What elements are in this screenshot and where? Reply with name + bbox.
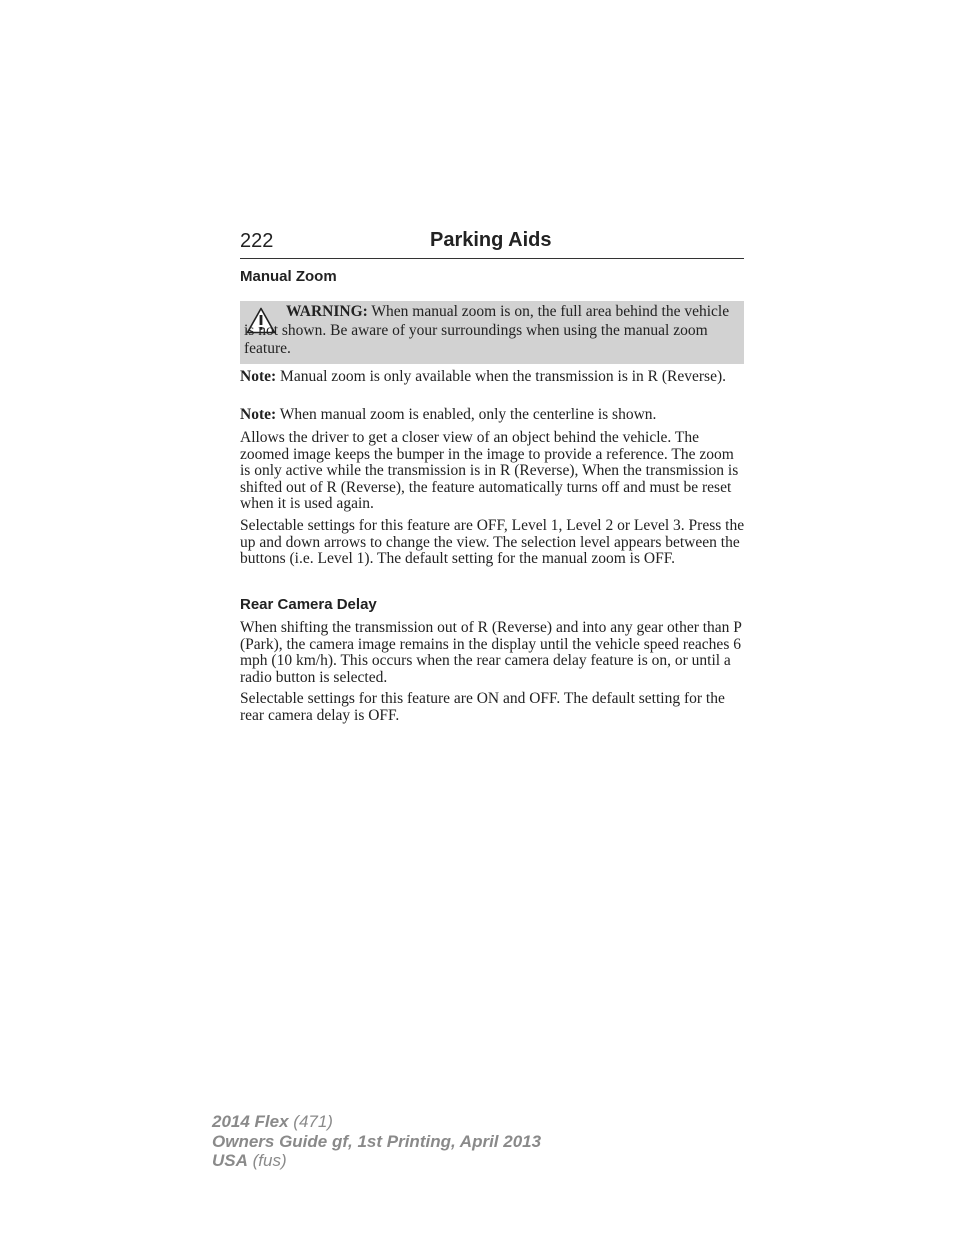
note-1-text: Manual zoom is only available when the transmission is in R (Reverse). — [276, 368, 726, 385]
footer-region-code: (fus) — [247, 1151, 287, 1170]
warning-label: WARNING: — [286, 303, 368, 320]
footer-line-2: Owners Guide gf, 1st Printing, April 2013 — [212, 1131, 542, 1151]
warning-box — [240, 301, 744, 364]
note-2-text: When manual zoom is enabled, only the centerline is shown. — [276, 406, 657, 423]
section-heading-rear-camera-delay: Rear Camera Delay — [240, 596, 377, 613]
note-2 — [240, 407, 746, 424]
section-heading-manual-zoom: Manual Zoom — [240, 268, 337, 285]
footer-model-code: (471) — [288, 1112, 333, 1131]
warning-text — [244, 303, 736, 359]
page-number: 222 — [240, 230, 274, 252]
manual-zoom-paragraph-1: Allows the driver to get a closer view of an object behind the vehicle. The zoomed image keeps the bumper in the image to provide a reference. The zoom is only active while the transmission is in R (Reverse), When the transmission is shifted out of R (Reverse), the feature automatically turns off and must be reset when it is used again. — [240, 429, 739, 512]
note-1 — [240, 369, 746, 386]
page-title: Parking Aids — [430, 229, 552, 251]
note-2-label: Note: — [240, 406, 277, 423]
footer-line-1 — [212, 1112, 541, 1132]
note-1-label: Note: — [240, 368, 277, 385]
warning-body: When manual zoom is on, the full area behind the vehicle is not shown. Be aware of your surroundings when using the manual zoom feature. — [244, 303, 730, 357]
manual-zoom-paragraph-2: Selectable settings for this feature are OFF, Level 1, Level 2 or Level 3. Press the up and down arrows to change the view. The selection level appears between the buttons (i.e. Level 1). The default setting for the manual zoom is OFF. — [240, 517, 745, 567]
footer — [212, 1112, 541, 1171]
footer-region: USA — [212, 1151, 248, 1170]
rear-camera-paragraph-2: Selectable settings for this feature are ON and OFF. The default setting for the rear camera delay is OFF. — [240, 690, 725, 724]
page-header — [240, 228, 744, 259]
rear-camera-paragraph-1: When shifting the transmission out of R (Reverse) and into any gear other than P (Park), the camera image remains in the display until the vehicle speed reaches 6 mph (10 km/h). This occurs when the rear camera delay feature is on, or until a radio button is selected. — [240, 619, 742, 686]
footer-line-3 — [212, 1151, 541, 1171]
footer-model: 2014 Flex — [212, 1112, 289, 1131]
